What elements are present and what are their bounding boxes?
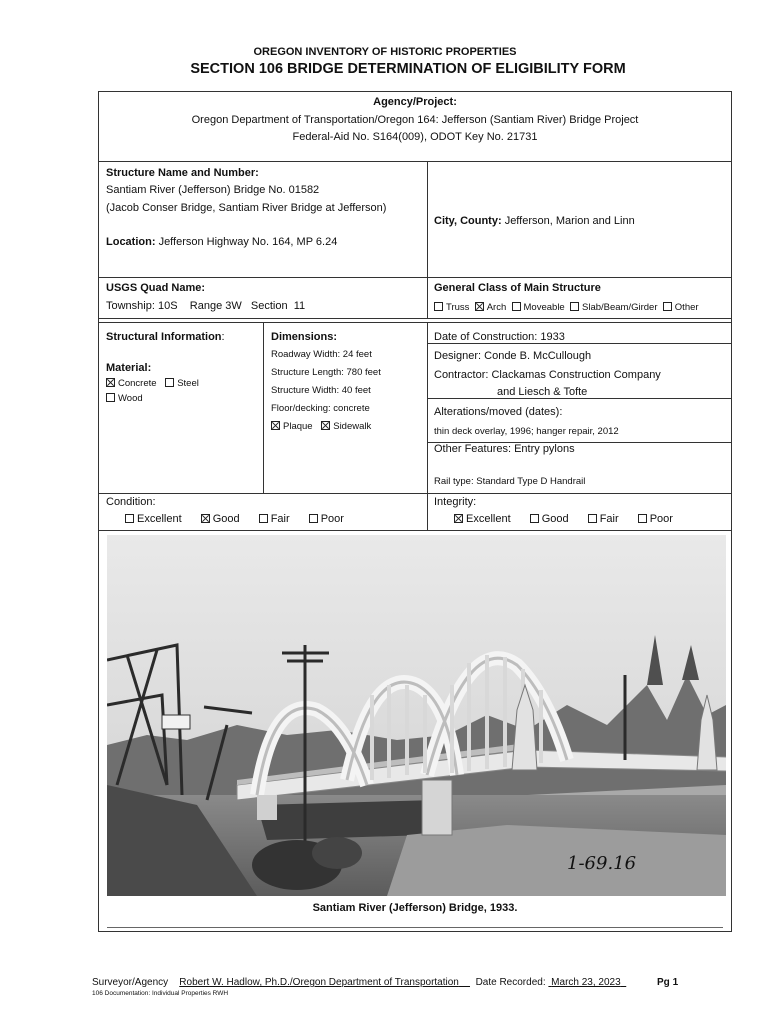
divider [99, 277, 731, 278]
checkbox-integrity-poor[interactable]: Poor [638, 513, 673, 525]
checkbox-truss[interactable]: Truss [434, 302, 469, 313]
location [106, 236, 337, 249]
photo-caption: Santiam River (Jefferson) Bridge, 1933. [312, 902, 518, 914]
rail-type: Rail type: Standard Type D Handrail [434, 476, 586, 487]
checkbox-wood[interactable]: Wood [106, 392, 143, 405]
checkbox-sidewalk[interactable]: Sidewalk [321, 421, 371, 432]
divider [263, 322, 264, 493]
usgs-value: Township: 10S Range 3W Section 11 [106, 300, 306, 312]
checkbox-condition-fair[interactable]: Fair [259, 513, 290, 525]
divider [99, 493, 731, 494]
divider [427, 161, 428, 318]
designer: Designer: Conde B. McCullough [434, 350, 592, 362]
agency-line2: Federal-Aid No. S164(009), ODOT Key No. 21731 [292, 131, 538, 143]
structural-label: Structural Information [106, 331, 222, 343]
agency-line1: Oregon Department of Transportation/Oregon 164: Jefferson (Santiam River) Bridge Project [191, 114, 639, 126]
checkbox-slab[interactable]: Slab/Beam/Girder [570, 302, 658, 313]
surveyor-value: Robert W. Hadlow, Ph.D./Oregon Department of Transportation [179, 977, 459, 988]
structure-aka: (Jacob Conser Bridge, Santiam River Bridge at Jefferson) [106, 202, 387, 214]
structure-name: Santiam River (Jefferson) Bridge No. 01582 [106, 184, 320, 196]
construction-date: Date of Construction: 1933 [434, 331, 565, 343]
checkbox-steel[interactable]: Steel [165, 378, 199, 389]
checkbox-condition-poor[interactable]: Poor [309, 513, 344, 525]
roadway-width: Roadway Width: 24 feet [271, 349, 372, 360]
general-class-options [434, 301, 699, 314]
structure-length: Structure Length: 780 feet [271, 367, 381, 378]
condition-label: Condition: [106, 496, 156, 508]
checkbox-other[interactable]: Other [663, 302, 699, 313]
divider [107, 927, 723, 928]
form-title: SECTION 106 BRIDGE DETERMINATION OF ELIGIBILITY FORM [190, 61, 626, 77]
dimensions-label: Dimensions: [271, 331, 338, 343]
structural-info: Structural Information: [106, 331, 225, 343]
contractor: Contractor: Clackamas Construction Company [434, 369, 661, 381]
checkbox-moveable[interactable]: Moveable [512, 302, 565, 313]
bridge-photo [107, 535, 726, 896]
floor-decking: Floor/decking: concrete [271, 403, 370, 414]
divider [427, 322, 428, 530]
divider [99, 318, 731, 319]
alterations-value: thin deck overlay, 1996; hanger repair, 2012 [434, 426, 619, 437]
photo-handwriting: 1-69.16 [567, 853, 637, 874]
integrity-options [454, 513, 673, 526]
surveyor-label: Surveyor/Agency [92, 977, 169, 988]
form-header-line1: OREGON INVENTORY OF HISTORIC PROPERTIES [253, 46, 517, 58]
checkbox-condition-excellent[interactable]: Excellent [125, 513, 182, 525]
structure-label: Structure Name and Number: [106, 167, 259, 179]
condition-options [125, 513, 344, 526]
contractor-line2: and Liesch & Tofte [497, 386, 588, 398]
divider [99, 322, 731, 323]
date-recorded-label: Date Recorded: [475, 977, 546, 988]
location-value: Jefferson Highway No. 164, MP 6.24 [158, 236, 338, 248]
general-class-label: General Class of Main Structure [434, 282, 601, 294]
divider [99, 161, 731, 162]
checkbox-condition-good[interactable]: Good [201, 513, 240, 525]
integrity-label: Integrity: [434, 496, 477, 508]
date-recorded-value: March 23, 2023 [551, 977, 621, 988]
structure-width: Structure Width: 40 feet [271, 385, 371, 396]
city-county [434, 215, 635, 228]
checkbox-arch[interactable]: Arch [475, 302, 507, 313]
city-value: Jefferson, Marion and Linn [504, 215, 635, 227]
checkbox-plaque[interactable]: Plaque [271, 421, 313, 432]
location-label: Location: [106, 236, 156, 248]
material-row1 [106, 377, 199, 390]
checkbox-integrity-excellent[interactable]: Excellent [454, 513, 511, 525]
usgs-label: USGS Quad Name: [106, 282, 206, 294]
footer [92, 977, 678, 988]
divider [99, 530, 731, 531]
checkbox-concrete[interactable]: Concrete [106, 378, 157, 389]
doc-note: 106 Documentation: Individual Properties RWH [92, 990, 229, 997]
city-label: City, County: [434, 215, 502, 227]
plaque-sidewalk [271, 420, 371, 433]
checkbox-integrity-fair[interactable]: Fair [588, 513, 619, 525]
checkbox-integrity-good[interactable]: Good [530, 513, 569, 525]
material-label: Material: [106, 362, 152, 374]
agency-label: Agency/Project: [373, 96, 457, 108]
other-features: Other Features: Entry pylons [434, 443, 575, 455]
alterations-label: Alterations/moved (dates): [434, 406, 563, 418]
page-number: Pg 1 [657, 977, 679, 988]
